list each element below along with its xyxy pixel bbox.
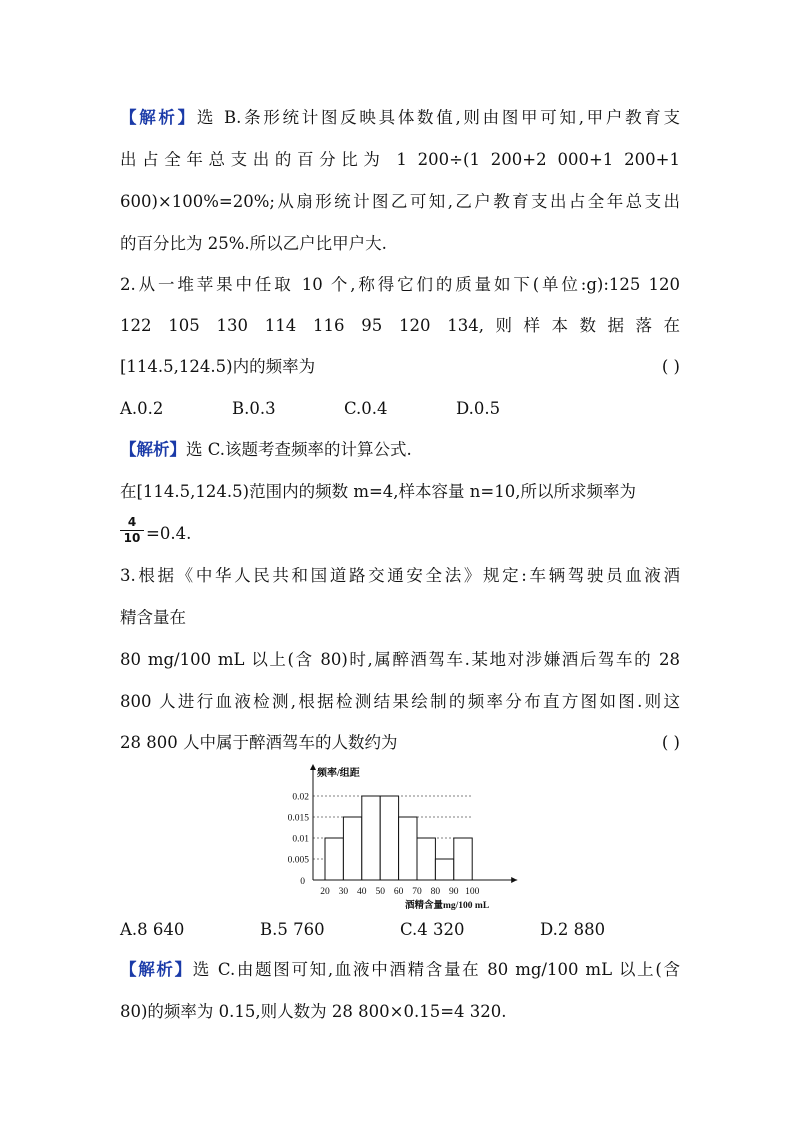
histogram-bar — [454, 838, 472, 880]
analysis-2-line-1: 【解析】选 C.该题考查频率的计算公式. — [120, 440, 412, 459]
histogram-bar — [417, 838, 435, 880]
fraction-denominator: 10 — [123, 531, 141, 545]
x-tick-label: 100 — [465, 887, 480, 897]
x-axis-arrow — [511, 877, 517, 883]
histogram-bar — [399, 817, 417, 880]
x-tick-label: 70 — [412, 887, 422, 897]
analysis-3-line-2: 80)的频率为 0.15,则人数为 28 800×0.15=4 320. — [120, 1002, 507, 1021]
question-2-line-3: [114.5,124.5)内的频率为 ( ) — [120, 355, 680, 379]
x-tick-label: 40 — [357, 887, 367, 897]
analysis-1-line-2: 出占全年总支出的百分比为 1 200÷(1 200+2 000+1 200+1 — [120, 150, 680, 169]
option-c: C.4 320 — [400, 920, 465, 939]
fraction — [120, 516, 144, 545]
question-3-line-2: 精含量在 — [120, 608, 186, 627]
x-tick-label: 90 — [449, 887, 459, 897]
histogram-bar — [362, 796, 380, 880]
question-3-line-1: 3.根据《中华人民共和国道路交通安全法》规定:车辆驾驶员血液酒 — [120, 566, 680, 585]
x-axis-title: 酒精含量mg/100 mL — [405, 901, 490, 910]
y-tick-label: 0.01 — [292, 834, 309, 845]
histogram-bar — [343, 817, 361, 880]
fraction-numerator: 4 — [127, 515, 137, 529]
analysis-3-line-1: 【解析】选 C.由题图可知,血液中酒精含量在 80 mg/100 mL 以上(含 — [120, 960, 680, 979]
y-tick-label: 0.02 — [292, 792, 309, 803]
answer-blank: ( ) — [661, 733, 680, 752]
y-axis-title: 频率/组距 — [317, 768, 360, 779]
option-a: A.8 640 — [120, 920, 185, 939]
question-2-line-1: 2.从一堆苹果中任取 10 个,称得它们的质量如下(单位:g):125 120 — [120, 275, 680, 294]
histogram-bar — [435, 859, 453, 880]
y-tick-label: 0.015 — [287, 813, 309, 824]
analysis-1-line-3: 600)×100%=20%;从扇形统计图乙可知,乙户教育支出占全年总支出 — [120, 192, 680, 211]
y-tick-label: 0.005 — [287, 855, 309, 866]
x-tick-label: 50 — [375, 887, 385, 897]
analysis-label: 【解析】 — [120, 108, 197, 127]
option-c: C.0.4 — [344, 399, 388, 418]
option-b: B.5 760 — [260, 920, 325, 939]
option-a: A.0.2 — [120, 399, 164, 418]
question-3-line-5: 28 800 人中属于醉酒驾车的人数约为 ( ) — [120, 731, 680, 755]
question-3-line-3: 80 mg/100 mL 以上(含 80)时,属醉酒驾车.某地对涉嫌酒后驾车的 28 — [120, 650, 680, 669]
y-axis-arrow — [310, 764, 316, 770]
option-d: D.2 880 — [540, 920, 606, 939]
analysis-2-line-2: 在[114.5,124.5)范围内的频数 m=4,样本容量 n=10,所以所求频率为 — [120, 482, 636, 501]
frequency-histogram — [258, 760, 528, 910]
histogram-bar — [380, 796, 398, 880]
option-d: D.0.5 — [456, 399, 501, 418]
origin-label: 0 — [300, 877, 305, 887]
fraction-result: =0.4. — [146, 524, 192, 543]
question-2-line-2: 122 105 130 114 116 95 120 134,则样本数据落在 — [120, 316, 680, 335]
x-tick-label: 30 — [338, 887, 349, 897]
x-tick-label: 80 — [430, 887, 441, 897]
x-tick-label: 60 — [393, 887, 404, 897]
histogram-bar — [325, 838, 343, 880]
option-b: B.0.3 — [232, 399, 276, 418]
x-tick-label: 20 — [320, 887, 330, 897]
question-3-line-4: 800 人进行血液检测,根据检测结果绘制的频率分布直方图如图.则这 — [120, 692, 680, 711]
analysis-1-line-4: 的百分比为 25%.所以乙户比甲户大. — [120, 234, 387, 253]
analysis-1-line-1: 【解析】选 B.条形统计图反映具体数值,则由图甲可知,甲户教育支 — [120, 108, 681, 127]
answer-blank: ( ) — [661, 357, 680, 376]
